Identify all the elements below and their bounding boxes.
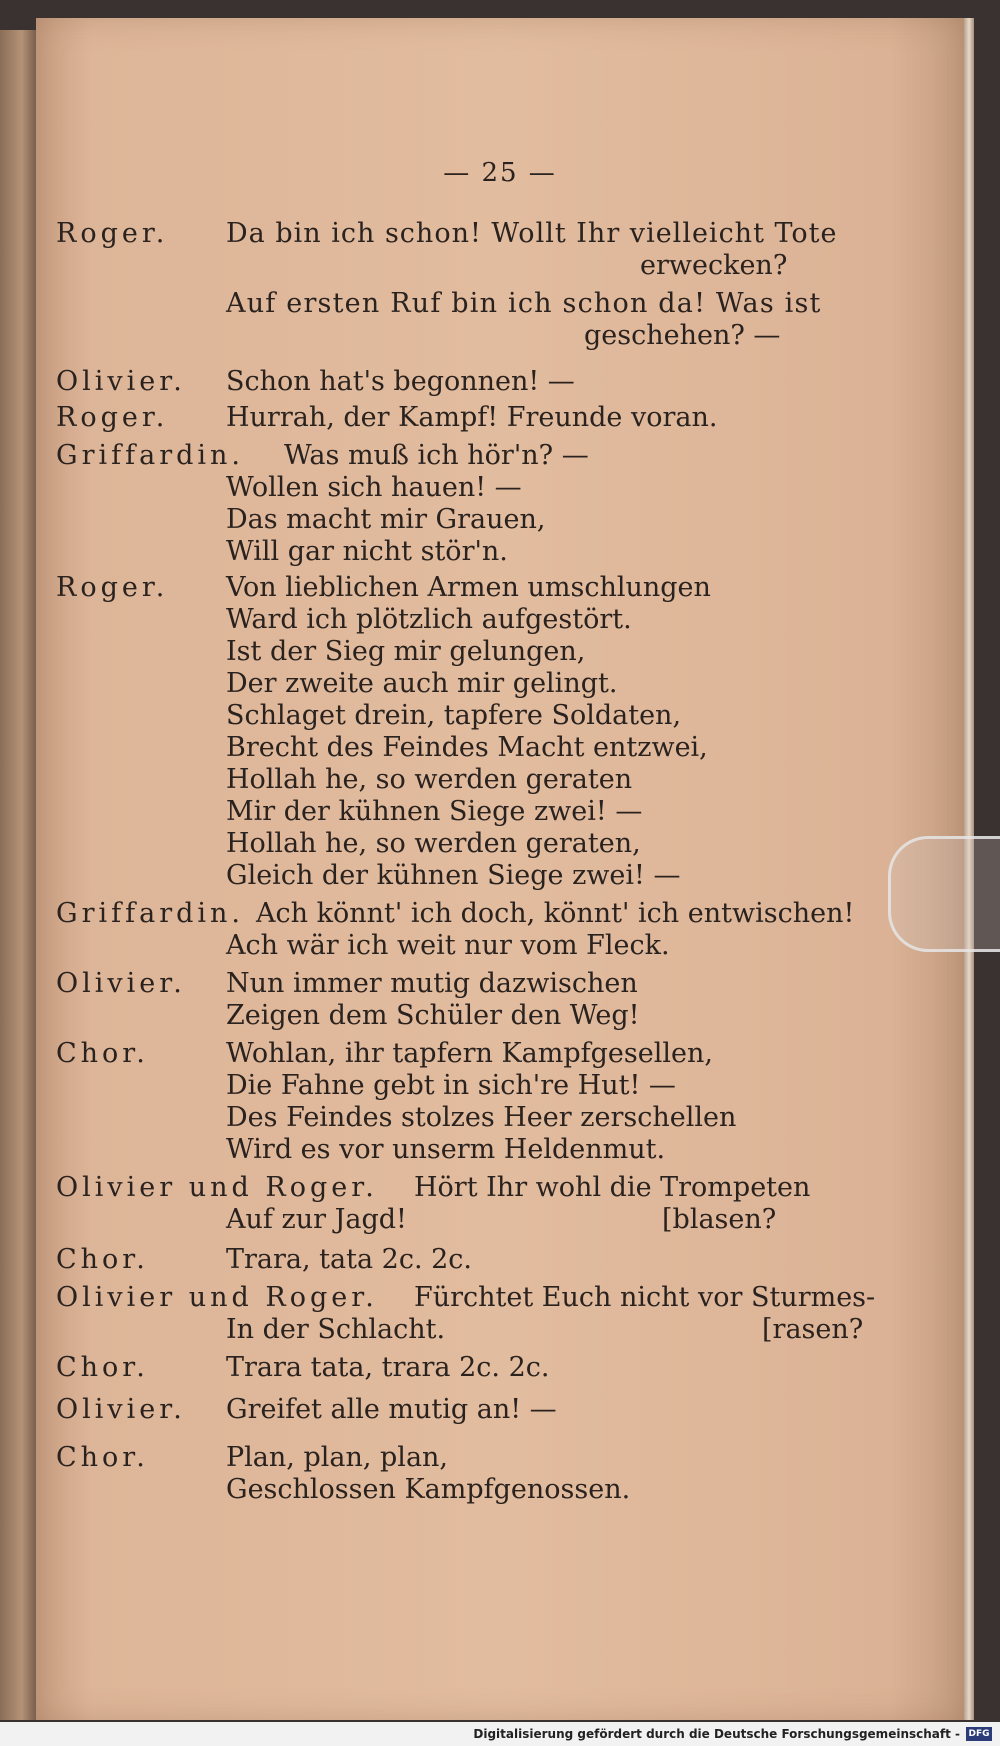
- speaker-label: Olivier und Roger.: [56, 1282, 378, 1313]
- text-line: Zeigen dem Schüler den Weg!: [226, 1000, 640, 1031]
- text-line: Geschlossen Kampfgenossen.: [226, 1474, 631, 1505]
- text-line: Fürchtet Euch nicht vor Sturmes-: [414, 1282, 876, 1313]
- text-line: Ward ich plötzlich aufgestört.: [226, 604, 632, 635]
- text-line: Hollah he, so werden geraten: [226, 764, 633, 795]
- paper-clip: [888, 836, 1000, 952]
- speaker-label: Chor.: [56, 1352, 149, 1383]
- text-line: Schon hat's begonnen! —: [226, 366, 575, 397]
- text-line: Ach wär ich weit nur vom Fleck.: [226, 930, 670, 961]
- speaker-label: Olivier.: [56, 366, 186, 397]
- speaker-label: Chor.: [56, 1244, 149, 1275]
- text-line: Hört Ihr wohl die Trompeten: [414, 1172, 811, 1203]
- text-line: Will gar nicht stör'n.: [226, 536, 508, 567]
- text-line: erwecken?: [640, 250, 788, 281]
- text-line: Auf zur Jagd!: [226, 1204, 407, 1235]
- text-line: Schlaget drein, tapfere Soldaten,: [226, 700, 682, 731]
- text-line: Trara, tata 2c. 2c.: [226, 1244, 473, 1275]
- footer-credit-text: Digitalisierung gefördert durch die Deutsche Forschungsgemeinschaft -: [473, 1727, 960, 1741]
- text-line: In der Schlacht.: [226, 1314, 446, 1345]
- text-line: Die Fahne gebt in sich're Hut! —: [226, 1070, 676, 1101]
- text-line: Ach könnt' ich doch, könnt' ich entwischen!: [256, 898, 855, 929]
- text-line: Da bin ich schon! Wollt Ihr vielleicht Tote: [226, 218, 838, 249]
- text-line: Trara tata, trara 2c. 2c.: [226, 1352, 550, 1383]
- text-line: Wird es vor unserm Heldenmut.: [226, 1134, 666, 1165]
- speaker-label: Olivier und Roger.: [56, 1172, 378, 1203]
- text-line: Wohlan, ihr tapfern Kampfgesellen,: [226, 1038, 713, 1069]
- dfg-logo: DFG: [966, 1727, 992, 1741]
- text-line: Hurrah, der Kampf! Freunde voran.: [226, 402, 718, 433]
- speaker-label: Roger.: [56, 218, 169, 249]
- text-line-right: [blasen?: [662, 1204, 777, 1235]
- text-line: Was muß ich hör'n? —: [284, 440, 589, 471]
- page-number: — 25 —: [443, 158, 557, 188]
- speaker-label: Griffardin.: [56, 898, 244, 929]
- digitization-footer: [0, 1722, 1000, 1746]
- speaker-label: Chor.: [56, 1038, 149, 1069]
- speaker-label: Olivier.: [56, 1394, 186, 1425]
- text-line: Des Feindes stolzes Heer zerschellen: [226, 1102, 737, 1133]
- text-line: Auf ersten Ruf bin ich schon da! Was ist: [226, 288, 822, 319]
- text-line: Von lieblichen Armen umschlungen: [226, 572, 711, 603]
- text-line: Plan, plan, plan,: [226, 1442, 449, 1473]
- text-line-right: [rasen?: [762, 1314, 864, 1345]
- text-line: geschehen? —: [584, 320, 781, 351]
- text-line: Hollah he, so werden geraten,: [226, 828, 641, 859]
- text-line: Ist der Sieg mir gelungen,: [226, 636, 586, 667]
- text-line: Nun immer mutig dazwischen: [226, 968, 638, 999]
- text-line: Mir der kühnen Siege zwei! —: [226, 796, 643, 827]
- text-line: Greifet alle mutig an! —: [226, 1394, 557, 1425]
- text-line: Das macht mir Grauen,: [226, 504, 546, 535]
- speaker-label: Roger.: [56, 402, 169, 433]
- text-line: Der zweite auch mir gelingt.: [226, 668, 618, 699]
- speaker-label: Olivier.: [56, 968, 186, 999]
- speaker-label: Griffardin.: [56, 440, 244, 471]
- facing-page-edge: [0, 30, 36, 1720]
- text-line: Gleich der kühnen Siege zwei! —: [226, 860, 681, 891]
- text-line: Brecht des Feindes Macht entzwei,: [226, 732, 708, 763]
- speaker-label: Chor.: [56, 1442, 149, 1473]
- text-line: Wollen sich hauen! —: [226, 472, 522, 503]
- speaker-label: Roger.: [56, 572, 169, 603]
